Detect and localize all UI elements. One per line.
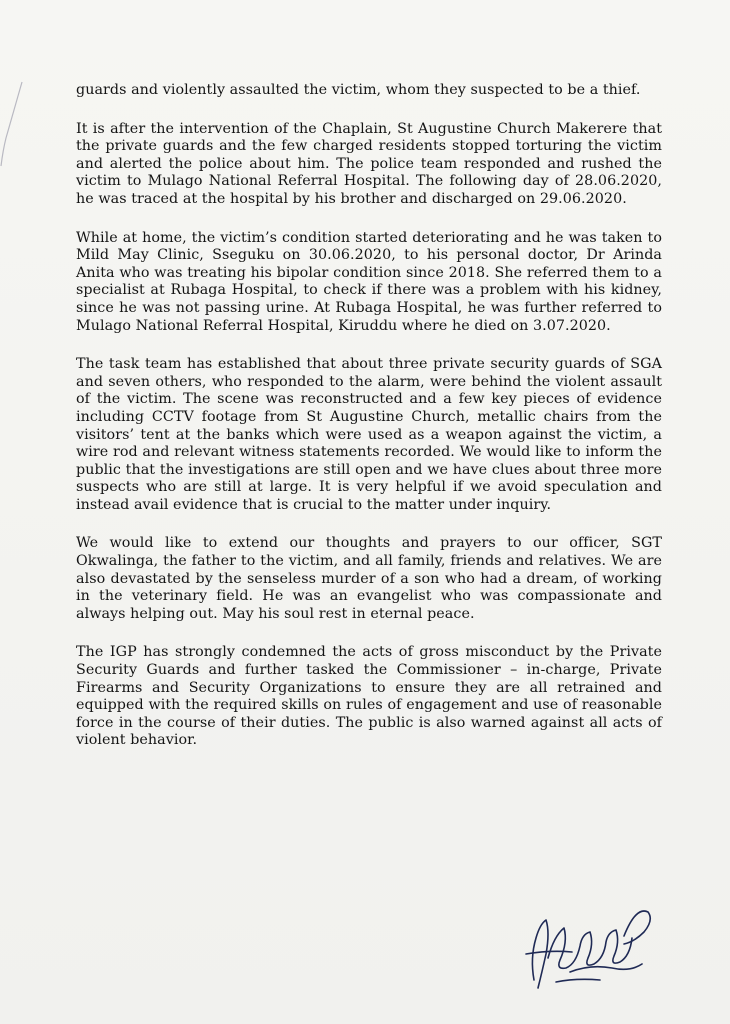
paragraph-condolences: We would like to extend our thoughts and prayers to our officer, SGT Okwalinga, the father to the victim, and all family, friends and relatives. We are also devastated by the senseless murder of a son who had a dream, of working in the veterinary field. He was an evangelist who was compassionate and always helping out. May his soul rest in eternal peace. (76, 535, 662, 622)
paragraph-hospital-referral: While at home, the victim’s condition started deteriorating and he was taken to Mild May Clinic, Sseguku on 30.06.2020, to his personal doctor, Dr Arinda Anita who was treating his bipolar condition since 2018. She referred them to a specialist at Rubaga Hospital, to check if there was a problem with his kidney, since he was not passing urine. At Rubaga Hospital, he was further referred to Mulago National Referral Hospital, Kiruddu where he died on 3.07.2020. (76, 229, 662, 334)
handwritten-signature-icon (520, 898, 660, 996)
document-body (76, 82, 662, 771)
paragraph-task-team-findings: The task team has established that about three private security guards of SGA and seven others, who responded to the alarm, were behind the violent assault of the victim. The scene was reconstructed and a few key pieces of evidence including CCTV footage from St Augustine Church, metallic chairs from the visitors’ tent at the banks which were used as a weapon against the victim, a wire rod and relevant witness statements recorded. We would like to inform the public that the investigations are still open and we have clues about three more suspects who are still at large. It is very helpful if we avoid speculation and instead avail evidence that is crucial to the matter under inquiry. (76, 356, 662, 513)
margin-pen-mark-icon (0, 80, 30, 170)
paragraph-chaplain-intervention: It is after the intervention of the Chaplain, St Augustine Church Makerere that the private guards and the few charged residents stopped torturing the victim and alerted the police about him. The police team responded and rushed the victim to Mulago National Referral Hospital. The following day of 28.06.2020, he was traced at the hospital by his brother and discharged on 29.06.2020. (76, 120, 662, 207)
paragraph-guards-assault: guards and violently assaulted the victim, whom they suspected to be a thief. (76, 82, 641, 98)
paragraph-igp-condemnation: The IGP has strongly condemned the acts of gross misconduct by the Private Security Guards and further tasked the Commissioner – in-charge, Private Firearms and Security Organizations to ensure they are all retrained and equipped with the required skills on rules of engagement and use of reasonable force in the course of their duties. The public is also warned against all acts of violent behavior. (76, 644, 662, 749)
